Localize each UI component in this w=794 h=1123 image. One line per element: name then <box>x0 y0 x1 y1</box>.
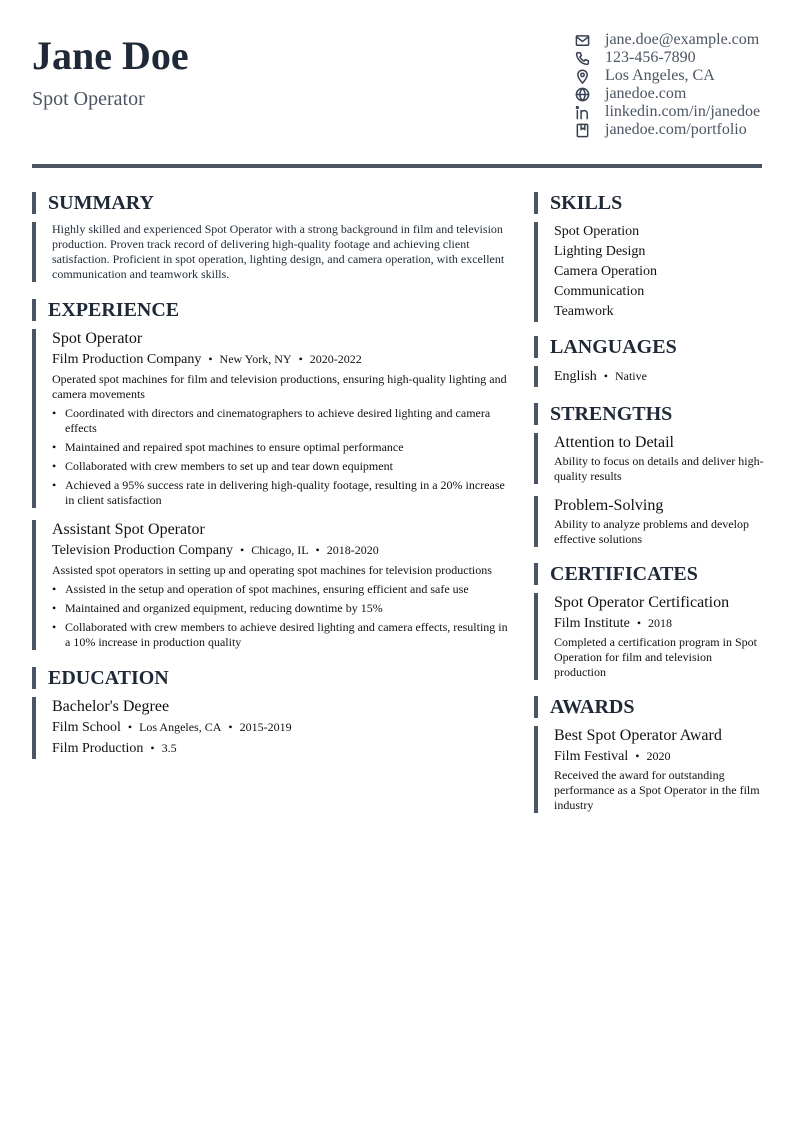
linkedin-icon <box>574 104 590 120</box>
contact-email-text: jane.doe@example.com <box>605 31 760 48</box>
languages-heading: LANGUAGES <box>534 336 764 358</box>
award-entry <box>534 726 764 813</box>
education-location: Los Angeles, CA <box>139 720 222 734</box>
strength-entry <box>534 496 764 547</box>
education-field: Film Production <box>52 741 144 756</box>
skills-heading: SKILLS <box>534 192 764 214</box>
education-degree: Bachelor's Degree <box>52 698 170 715</box>
education-field-row: Film Production • 3.5 <box>52 741 177 756</box>
award-year: 2020 <box>646 749 671 763</box>
award-description: Received the award for outstanding performance as a Spot Operator in the film industry <box>554 768 760 812</box>
phone-icon <box>574 50 590 66</box>
job-bullet: • Coordinated with directors and cinematographers to achieve desired lighting and camera effects <box>52 406 512 436</box>
summary-text: Highly skilled and experienced Spot Operator with a strong background in film and television production. Proven track record of delivering high-quality footage and achieving client satisfaction. Proficient in spot operation, lighting design, and camera operation, with excellent communication and teamwork skills. <box>52 222 505 281</box>
location-icon <box>574 68 590 84</box>
job-title: Assistant Spot Operator <box>52 521 205 538</box>
contact-linkedin[interactable] <box>574 103 762 121</box>
job-entry <box>32 520 512 650</box>
language-level: Native <box>614 369 647 383</box>
strength-title: Problem-Solving <box>554 497 664 514</box>
contact-phone[interactable] <box>574 49 762 67</box>
job-meta: Film Production Company • New York, NY • 2020-2022 <box>52 352 362 367</box>
strength-title: Attention to Detail <box>554 434 674 451</box>
globe-icon <box>574 86 590 102</box>
job-meta: Television Production Company • Chicago, IL • 2018-2020 <box>52 543 379 558</box>
candidate-title: Spot Operator <box>32 88 145 110</box>
strength-entry <box>534 433 764 484</box>
summary-section <box>32 222 512 282</box>
header-divider <box>32 164 762 168</box>
job-title: Spot Operator <box>52 330 143 347</box>
strength-description: Ability to focus on details and deliver high-quality results <box>554 454 764 483</box>
contact-website[interactable] <box>574 85 762 103</box>
job-dates: 2020-2022 <box>309 352 362 366</box>
mail-icon <box>574 32 590 48</box>
education-meta: Film School • Los Angeles, CA • 2015-2019 <box>52 720 292 735</box>
job-description: Assisted spot operators in setting up and operating spot machines for television productions <box>52 563 492 577</box>
contact-portfolio[interactable] <box>574 121 762 139</box>
candidate-name: Jane Doe <box>32 33 189 78</box>
language-row: English • Native <box>554 369 647 384</box>
education-school: Film School <box>52 720 121 735</box>
awards-heading: AWARDS <box>534 696 764 718</box>
experience-heading: EXPERIENCE <box>32 299 512 321</box>
certificate-entry <box>534 593 764 680</box>
language-entry <box>534 366 764 387</box>
resume-header <box>32 30 762 150</box>
certificate-description: Completed a certification program in Spot Operation for film and television production <box>554 635 757 679</box>
skill-item: Spot Operation <box>554 224 640 239</box>
job-company: Television Production Company <box>52 543 234 558</box>
education-dates: 2015-2019 <box>239 720 292 734</box>
job-location: Chicago, IL <box>251 543 309 557</box>
education-gpa: 3.5 <box>161 741 177 755</box>
contact-location <box>574 67 762 85</box>
portfolio-icon <box>574 122 590 138</box>
job-location: New York, NY <box>219 352 292 366</box>
contact-website-text: janedoe.com <box>605 85 687 102</box>
job-bullet: • Collaborated with crew members to achieve desired lighting and camera effects, resulting in a 10% increase in production quality <box>52 620 512 650</box>
job-bullets <box>52 406 512 508</box>
skill-item: Communication <box>554 284 645 299</box>
contact-list <box>574 31 762 139</box>
strength-description: Ability to analyze problems and develop effective solutions <box>554 517 749 546</box>
certificate-meta: Film Institute • 2018 <box>554 616 673 631</box>
job-bullet: • Achieved a 95% success rate in delivering high-quality footage, resulting in a 20% increase in client satisfaction <box>52 478 512 508</box>
education-entry <box>32 697 512 759</box>
strengths-heading: STRENGTHS <box>534 403 764 425</box>
right-column <box>534 192 764 813</box>
skill-item: Lighting Design <box>554 244 646 259</box>
left-column <box>32 192 512 759</box>
job-entry <box>32 329 512 508</box>
education-heading: EDUCATION <box>32 667 512 689</box>
summary-heading: SUMMARY <box>32 192 512 214</box>
certificate-year: 2018 <box>648 616 673 630</box>
award-title: Best Spot Operator Award <box>554 727 722 744</box>
job-dates: 2018-2020 <box>326 543 379 557</box>
contact-email[interactable] <box>574 31 762 49</box>
job-bullet: • Assisted in the setup and operation of spot machines, ensuring efficient and safe use <box>52 582 512 597</box>
skills-list <box>534 222 764 322</box>
contact-portfolio-text: janedoe.com/portfolio <box>605 121 747 138</box>
certificate-title: Spot Operator Certification <box>554 594 730 611</box>
skill-item: Camera Operation <box>554 264 658 279</box>
job-bullet: • Collaborated with crew members to set up and tear down equipment <box>52 459 512 474</box>
contact-location-text: Los Angeles, CA <box>605 67 715 84</box>
certificate-issuer: Film Institute <box>554 616 630 631</box>
job-bullet: • Maintained and organized equipment, reducing downtime by 15% <box>52 601 512 616</box>
job-bullets <box>52 582 512 650</box>
job-company: Film Production Company <box>52 352 202 367</box>
job-bullet: • Maintained and repaired spot machines to ensure optimal performance <box>52 440 512 455</box>
skill-item: Teamwork <box>554 304 614 319</box>
award-issuer: Film Festival <box>554 749 629 764</box>
award-meta: Film Festival • 2020 <box>554 749 671 764</box>
contact-phone-text: 123-456-7890 <box>605 49 696 66</box>
job-description: Operated spot machines for film and television productions, ensuring high-quality lighting and camera movements <box>52 372 507 401</box>
certificates-heading: CERTIFICATES <box>534 563 764 585</box>
language-name: English <box>554 369 597 384</box>
contact-linkedin-text: linkedin.com/in/janedoe <box>605 103 761 120</box>
